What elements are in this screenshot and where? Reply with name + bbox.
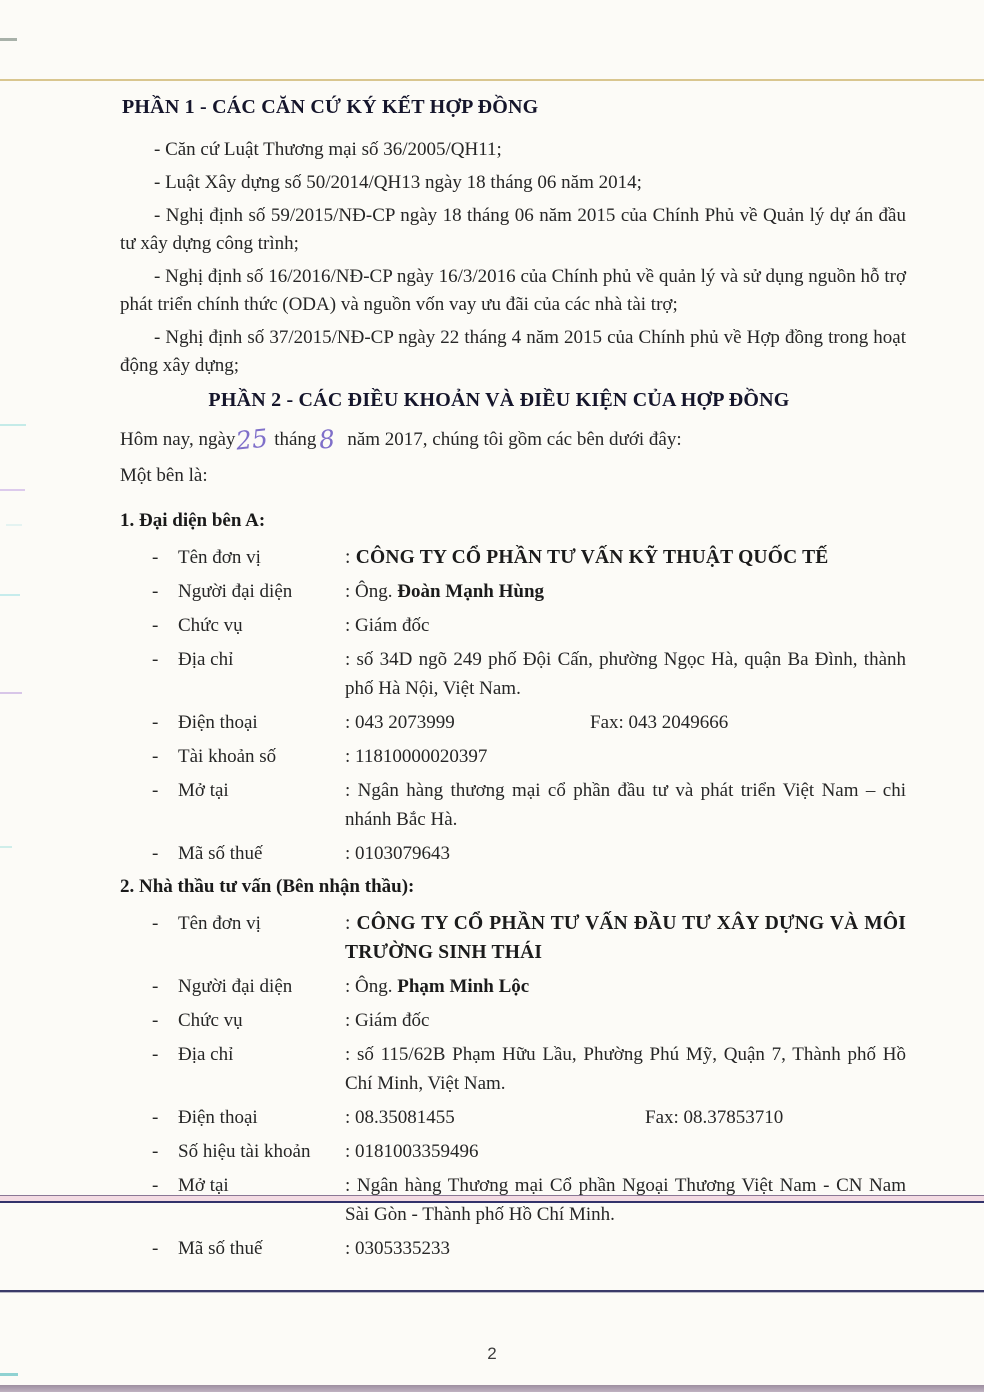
scan-artifact-bottom-band (0, 1385, 984, 1392)
party-a-row-mo-tai (120, 776, 906, 834)
row-label: Chức vụ (178, 1010, 243, 1031)
party-a-heading: 1. Đại diện bên A: (120, 510, 266, 531)
party-a-row-ten-don-vi (120, 543, 906, 572)
row-label: Tên đơn vị (178, 547, 261, 568)
handwritten-day: 25 (234, 423, 270, 456)
row-value (345, 577, 906, 606)
value-prefix: : Ông. (345, 976, 398, 997)
scan-artifact-tick (0, 424, 26, 426)
party-b-row-mo-tai (120, 1171, 906, 1229)
row-dash: - (152, 547, 159, 568)
party-a-row-ma-so-thue (120, 839, 906, 868)
row-label: Địa chỉ (178, 649, 234, 670)
row-value: : Ngân hàng thương mại cổ phần đầu tư và phát triển Việt Nam – chi nhánh Bắc Hà. (345, 780, 906, 830)
row-dash: - (152, 581, 159, 602)
row-value: : 0181003359496 (345, 1141, 479, 1162)
party-a-row-tai-khoan (120, 742, 906, 771)
row-value: : Giám đốc (345, 1010, 430, 1031)
row-value (345, 909, 906, 967)
part1-title: PHẦN 1 - CÁC CĂN CỨ KÝ KẾT HỢP ĐỒNG (122, 96, 539, 118)
row-dash: - (152, 1175, 159, 1196)
row-dash: - (152, 649, 159, 670)
part2-title: PHẦN 2 - CÁC ĐIỀU KHOẢN VÀ ĐIỀU KIỆN CỦA HỢP ĐỒNG (208, 389, 790, 411)
page-number: 2 (487, 1344, 497, 1363)
scan-artifact-tick (0, 594, 20, 596)
phone-number-b: : 08.35081455 (345, 1107, 455, 1128)
scan-artifact-tick (0, 1373, 18, 1376)
row-label: Số hiệu tài khoản (178, 1141, 311, 1162)
row-value: : 11810000020397 (345, 746, 488, 767)
representative-name-a: Đoàn Mạnh Hùng (397, 581, 545, 602)
row-dash: - (152, 746, 159, 767)
row-value: : số 34D ngõ 249 phố Đội Cấn, phường Ngọc Hà, quận Ba Đình, thành phố Hà Nội, Việt Nam. (345, 649, 906, 699)
row-label: Người đại diện (178, 976, 293, 997)
value-prefix: : (345, 913, 357, 934)
row-dash: - (152, 1107, 159, 1128)
representative-name-b: Phạm Minh Lộc (397, 976, 530, 997)
row-value: : số 115/62B Phạm Hữu Lầu, Phường Phú Mỹ, Quận 7, Thành phố Hồ Chí Minh, Việt Nam. (345, 1044, 906, 1094)
party-b-row-dia-chi (120, 1040, 906, 1098)
date-prefix: Hôm nay, ngày (120, 429, 236, 450)
row-dash: - (152, 1010, 159, 1031)
row-value (345, 543, 906, 572)
row-dash: - (152, 976, 159, 997)
row-dash: - (152, 1044, 159, 1065)
row-value (345, 708, 906, 737)
scan-artifact-tick (6, 524, 22, 526)
row-dash: - (152, 615, 159, 636)
party-b-row-dien-thoai (120, 1103, 906, 1132)
clause-decree-59-2015: - Nghị định số 59/2015/NĐ-CP ngày 18 tháng 06 năm 2015 của Chính Phủ về Quản lý dự án đầu tư xây dựng công trình; (120, 205, 906, 254)
clause-decree-37-2015: - Nghị định số 37/2015/NĐ-CP ngày 22 tháng 4 năm 2015 của Chính phủ về Hợp đồng trong hoạt động xây dựng; (120, 327, 906, 376)
party-a-row-nguoi-dai-dien (120, 577, 906, 606)
party-b-row-ma-so-thue (120, 1234, 906, 1263)
party-b-row-nguoi-dai-dien (120, 972, 906, 1001)
party-a-row-dien-thoai (120, 708, 906, 737)
scan-artifact-tick (0, 692, 22, 694)
fax-number-b: Fax: 08.37853710 (645, 1107, 784, 1128)
value-prefix: : Ông. (345, 581, 398, 602)
handwritten-month: 8 (317, 424, 337, 455)
row-label: Điện thoại (178, 712, 258, 733)
row-dash: - (152, 712, 159, 733)
party-a-row-chuc-vu (120, 611, 906, 640)
row-label: Mã số thuế (178, 843, 263, 864)
document-content (120, 92, 906, 1268)
row-dash: - (152, 1238, 159, 1259)
party-b-heading: 2. Nhà thầu tư vấn (Bên nhận thầu): (120, 876, 415, 897)
date-line (120, 425, 906, 455)
scan-artifact-tick (0, 489, 25, 491)
row-label: Người đại diện (178, 581, 293, 602)
fax-number-a: Fax: 043 2049666 (590, 712, 729, 733)
row-label: Mở tại (178, 780, 229, 801)
scan-artifact-dash (0, 38, 17, 41)
row-dash: - (152, 913, 159, 934)
row-label: Tên đơn vị (178, 913, 261, 934)
row-dash: - (152, 843, 159, 864)
scan-artifact-top-line (0, 79, 984, 81)
clause-law-construction: - Luật Xây dựng số 50/2014/QH13 ngày 18 tháng 06 năm 2014; (154, 172, 642, 193)
row-value: : 0305335233 (345, 1238, 451, 1259)
row-label: Mở tại (178, 1175, 229, 1196)
row-dash: - (152, 780, 159, 801)
row-value (345, 1103, 906, 1132)
clause-decree-16-2016: - Nghị định số 16/2016/NĐ-CP ngày 16/3/2016 của Chính phủ về quản lý và sử dụng nguồn hỗ trợ phát triển chính thức (ODA) và nguồn vốn vay ưu đãi của các nhà tài trợ; (120, 266, 906, 315)
scan-artifact-tick (0, 846, 12, 848)
company-name-b: CÔNG TY CỔ PHẦN TƯ VẤN ĐẦU TƯ XÂY DỰNG VÀ MÔI TRƯỜNG SINH THÁI (345, 913, 906, 963)
row-value: : Giám đốc (345, 615, 430, 636)
row-value: : Ngân hàng Thương mại Cổ phần Ngoại Thương Việt Nam - CN Nam Sài Gòn - Thành phố Hồ Chí Minh. (345, 1175, 906, 1225)
one-side-label: Một bên là: (120, 465, 208, 486)
row-label: Tài khoản số (178, 746, 277, 767)
party-b-row-so-hieu-tai-khoan (120, 1137, 906, 1166)
party-a-row-dia-chi (120, 645, 906, 703)
row-dash: - (152, 1141, 159, 1162)
row-label: Điện thoại (178, 1107, 258, 1128)
clause-law-commerce: - Căn cứ Luật Thương mại số 36/2005/QH11; (154, 139, 502, 160)
row-label: Mã số thuế (178, 1238, 263, 1259)
row-value (345, 972, 906, 1001)
row-value: : 0103079643 (345, 843, 451, 864)
date-suffix: năm 2017, chúng tôi gồm các bên dưới đây: (347, 429, 682, 450)
value-prefix: : (345, 547, 356, 568)
row-label: Chức vụ (178, 615, 243, 636)
scan-artifact-navy-line (0, 1290, 984, 1292)
date-mid: tháng (274, 429, 317, 450)
company-name-a: CÔNG TY CỔ PHẦN TƯ VẤN KỸ THUẬT QUỐC TẾ (355, 547, 829, 568)
party-b-row-chuc-vu (120, 1006, 906, 1035)
party-b-row-ten-don-vi (120, 909, 906, 967)
row-label: Địa chỉ (178, 1044, 234, 1065)
phone-number-a: : 043 2073999 (345, 712, 455, 733)
